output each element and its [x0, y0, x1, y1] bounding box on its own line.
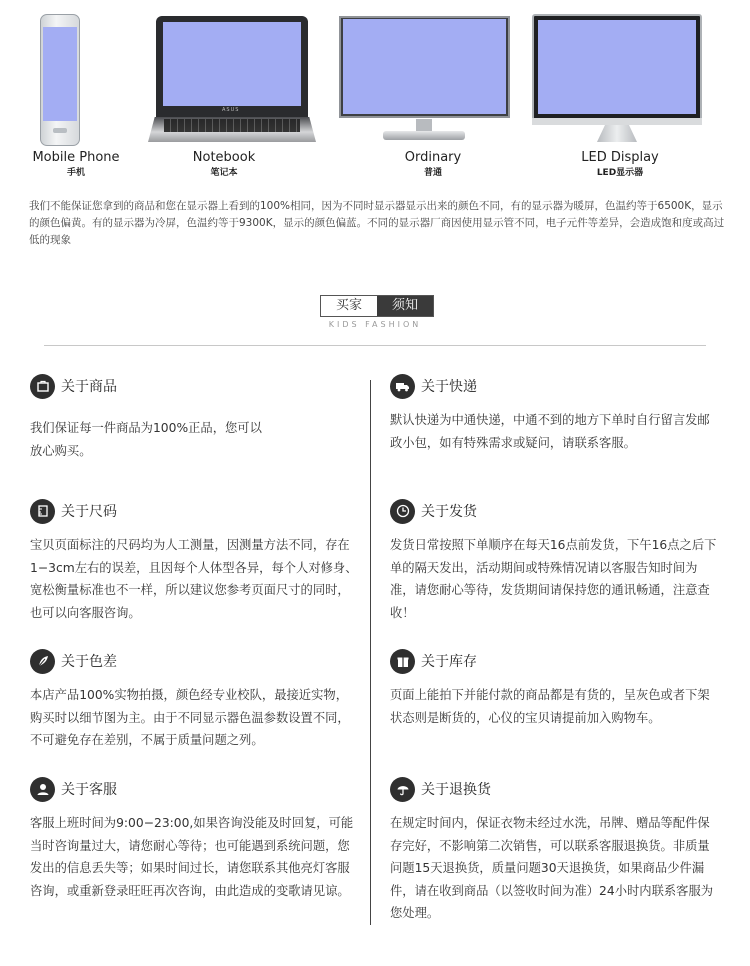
section-goods — [30, 373, 360, 462]
bag-icon — [30, 374, 55, 399]
section-size — [30, 498, 360, 624]
section-title — [320, 295, 434, 317]
section-body-shipping: 发货日常按照下单顺序在每天16点前发货，下午16点之后下单的隔天发出，活动期间或特殊情况请以客服告知时间为准，请您耐心等待，发货期间请保持您的通讯畅通，注意查收！ — [390, 538, 717, 620]
device-sub-phone: 手机 — [66, 168, 85, 178]
section-body-delivery: 默认快递为中通快递，中通不到的地方下单时自行留言发邮政小包，如有特殊需求或疑问，请联系客服。 — [390, 413, 710, 450]
section-body-color: 本店产品100%实物拍摄，颜色经专业校队，最接近实物，购买时以细节图为主。由于不同显示器色温参数设置不同，不可避免存在差别，不属于质量问题之列。 — [30, 688, 350, 747]
title-part-buyer: 买家 — [321, 296, 377, 316]
title-part-notice: 须知 — [377, 296, 433, 316]
section-title-stock: 关于库存 — [421, 654, 477, 670]
section-body-service: 客服上班时间为9:00−23:00,如果咨询没能及时回复，可能当时咨询量过大，请您耐心等待；也可能遇到系统问题，您发出的信息丢失等；如果时间过长，请您联系其他亮灯客服咨询，或重新登录旺旺再次咨询，由此造成的变歌请见谅。 — [30, 816, 354, 898]
ruler-icon — [30, 499, 55, 524]
device-sub-notebook: 笔记本 — [210, 168, 238, 178]
feather-icon — [30, 649, 55, 674]
section-return — [390, 776, 720, 925]
section-title-shipping: 关于发货 — [421, 504, 477, 520]
device-label-notebook: Notebook — [192, 150, 256, 165]
divider-horizontal — [44, 345, 706, 346]
gift-icon — [390, 649, 415, 674]
umbrella-icon — [390, 777, 415, 802]
section-body-size: 宝贝页面标注的尺码均为人工测量，因测量方法不同，存在1−3cm左右的误差，且因每个人体型各异，每个人对修身、宽松衡量标准也不一样，所以建议您参考页面尺寸的同时，也可以向客服咨询。 — [30, 538, 358, 620]
device-sub-ordinary: 普通 — [423, 168, 442, 178]
section-title-delivery: 关于快递 — [421, 379, 477, 395]
notebook-brand: ASUS — [222, 107, 240, 113]
section-body-stock: 页面上能拍下并能付款的商品都是有货的，呈灰色或者下架状态则是断货的，心仪的宝贝请提前加入购物车。 — [390, 688, 710, 725]
section-stock — [390, 648, 720, 729]
section-body-return: 在规定时间内，保证衣物未经过水洗，吊牌、赠品等配件保存完好，不影响第二次销售，可以联系客服退换货。非质量问题15天退换货，质量问题30天退换货，如果商品少件漏件，请在收到商品（以签收时间为准）24小时内联系客服为您处理。 — [390, 816, 714, 920]
device-label-phone: Mobile Phone — [32, 150, 120, 165]
section-body-goods: 我们保证每一件商品为100%正品，您可以放心购买。 — [30, 421, 262, 458]
section-title-color: 关于色差 — [61, 654, 117, 670]
truck-icon — [390, 374, 415, 399]
device-sub-led: LED显示器 — [596, 168, 644, 178]
section-title-service: 关于客服 — [61, 782, 117, 798]
divider-vertical — [370, 380, 371, 925]
section-title-return: 关于退换货 — [421, 782, 491, 798]
clock-icon — [390, 499, 415, 524]
section-title-size: 关于尺码 — [61, 504, 117, 520]
section-color — [30, 648, 360, 752]
device-label-ordinary: Ordinary — [404, 150, 462, 165]
user-icon — [30, 777, 55, 802]
section-service — [30, 776, 360, 902]
title-subtitle: KIDS FASHION — [328, 320, 422, 329]
section-delivery — [390, 373, 720, 454]
section-title-goods: 关于商品 — [61, 379, 117, 395]
section-shipping — [390, 498, 720, 624]
device-label-led: LED Display — [581, 150, 659, 165]
color-disclaimer: 我们不能保证您拿到的商品和您在显示器上看到的100%相同，因为不同时显示器显示出来的颜色不同，有的显示器为暖屏，色温约等于6500K，显示的颜色偏黄。有的显示器为冷屏，色温约等于9300K，显示的颜色偏蓝。不同的显示器厂商因使用显示管不同，电子元件等差异，会造成饱和度或高过低的现象 — [29, 200, 725, 246]
